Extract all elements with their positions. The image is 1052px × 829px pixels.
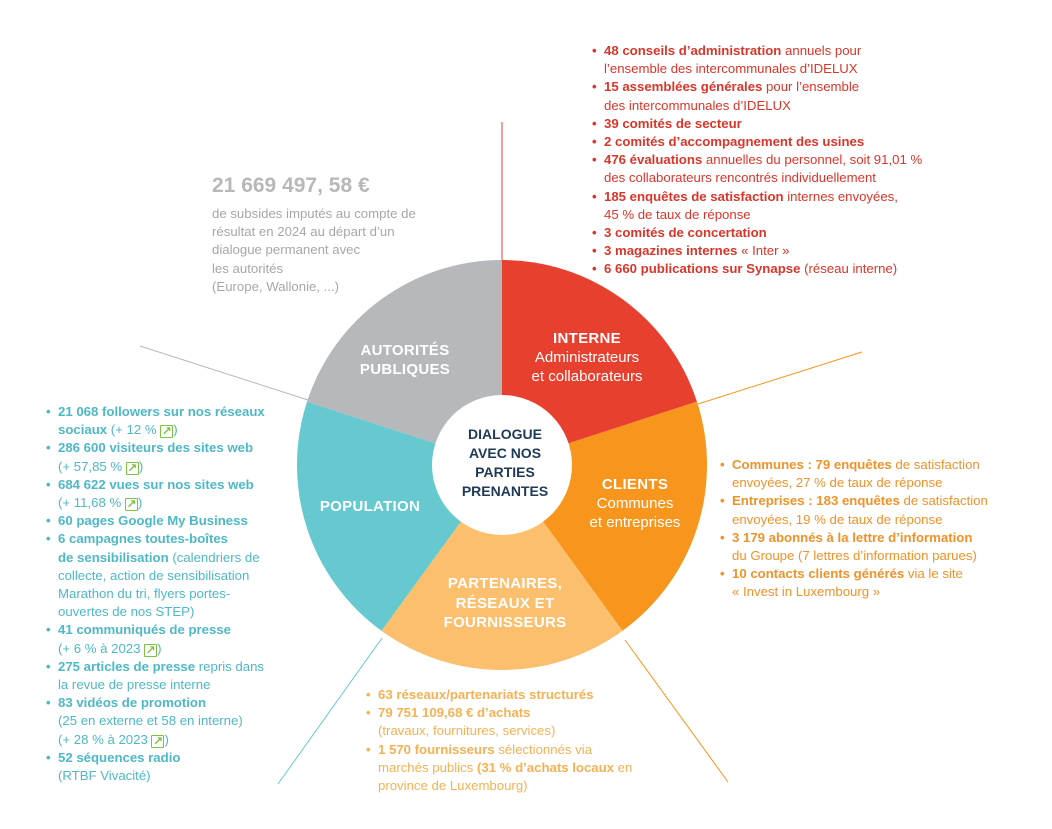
list-item: • 286 600 visiteurs des sites web (+ 57,85 % ↗) (44, 439, 294, 475)
list-item: • 63 réseaux/partenariats structurés (364, 686, 674, 704)
list-item: • 10 contacts clients générés via le site « Invest in Luxembourg » (718, 565, 1038, 601)
segment-label-population (300, 498, 440, 517)
segment-title-partenaires-1: PARTENAIRES, (447, 575, 563, 592)
clients-list (718, 456, 1038, 602)
trend-up-icon: ↗ (145, 642, 156, 657)
subsidy-line: dialogue permanent avec (212, 242, 361, 258)
list-item: • Entreprises : 183 enquêtes de satisfaction envoyées, 19 % de taux de réponse (718, 492, 1038, 528)
list-item: • 52 séquences radio (RTBF Vivacité) (44, 749, 294, 785)
list-item: • 3 magazines internes « Inter » (590, 242, 970, 260)
segment-title-population: POPULATION (319, 498, 421, 515)
list-item: • 41 communiqués de presse (+ 6 % à 2023 ↗) (44, 621, 294, 657)
partenaires-list (364, 686, 674, 795)
center-title-line-1: DIALOGUE (468, 426, 542, 442)
list-item: • 185 enquêtes de satisfaction internes envoyées, 45 % de taux de réponse (590, 188, 970, 224)
divider-line-autorites (140, 346, 308, 400)
list-item: • 275 articles de presse repris dans la revue de presse interne (44, 658, 294, 694)
population-list (44, 403, 294, 785)
list-item: • 83 vidéos de promotion (25 en externe et 58 en interne) (+ 28 % à 2023 ↗) (44, 694, 294, 749)
subsidy-line: résultat en 2024 au départ d’un (212, 224, 395, 240)
subsidy-description (212, 205, 462, 296)
list-item: • 48 conseils d’administration annuels pour l’ensemble des intercommunales d’IDELUX (590, 42, 970, 78)
trend-up-icon: ↗ (161, 424, 172, 439)
list-item: • 476 évaluations annuelles du personnel, soit 91,01 % des collaborateurs rencontrés individuellement (590, 151, 970, 187)
list-item: • 21 068 followers sur nos réseaux sociaux (+ 12 % ↗) (44, 403, 294, 439)
segment-label-autorites (340, 342, 470, 380)
center-title (449, 425, 561, 501)
list-item: • 3 179 abonnés à la lettre d’information du Groupe (7 lettres d’information parues) (718, 529, 1038, 565)
segment-sub-interne-1: Administrateurs (534, 348, 640, 366)
subsidy-line: de subsides imputés au compte de (212, 206, 416, 221)
subsidy-line: les autorités (212, 260, 284, 276)
list-item: • Communes : 79 enquêtes de satisfaction envoyées, 27 % de taux de réponse (718, 456, 1038, 492)
segment-sub-clients-2: et entreprises (589, 513, 681, 531)
list-item: • 6 660 publications sur Synapse (réseau interne) (590, 260, 970, 278)
list-item: • 6 campagnes toutes-boîtes de sensibilisation (calendriers de collecte, action de sensibilisation Marathon du tri, flyers portes- ouvertes de nos STEP) (44, 530, 294, 621)
segment-title-partenaires-3: FOURNISSEURS (443, 614, 567, 631)
subsidy-amount: 21 669 497, 58 € (212, 174, 370, 197)
trend-up-icon: ↗ (152, 733, 164, 748)
segment-sub-interne-2: et collaborateurs (531, 367, 643, 385)
list-item: • 79 751 109,68 € d’achats (travaux, fournitures, services) (364, 704, 674, 740)
segment-title-autorites-1: AUTORITÉS (360, 342, 450, 359)
segment-sub-clients-1: Communes (596, 494, 674, 512)
list-item: • 1 570 fournisseurs sélectionnés via marchés publics (31 % d’achats locaux en province de Luxembourg) (364, 741, 674, 796)
list-item: • 39 comités de secteur (590, 115, 970, 133)
segment-title-autorites-2: PUBLIQUES (359, 360, 451, 378)
list-item: • 15 assemblées générales pour l’ensemble des intercommunales d’IDELUX (590, 78, 970, 114)
center-title-line-3: PARTIES (475, 464, 535, 480)
segment-label-partenaires (420, 574, 590, 633)
center-title-line-2: AVEC NOS (468, 445, 542, 461)
interne-list (590, 42, 970, 279)
segment-label-interne (512, 330, 662, 386)
segment-title-clients: CLIENTS (601, 476, 669, 493)
list-item: • 3 comités de concertation (590, 224, 970, 242)
divider-line-clients (698, 352, 862, 404)
list-item: • 684 622 vues sur nos sites web (+ 11,68 % ↗) (44, 476, 294, 512)
segment-title-partenaires-2: RÉSEAUX ET (455, 594, 555, 612)
trend-up-icon: ↗ (126, 497, 137, 512)
list-item: • 60 pages Google My Business (44, 512, 294, 530)
list-item: • 2 comités d’accompagnement des usines (590, 133, 970, 151)
center-title-line-4: PRENANTES (461, 483, 549, 499)
segment-title-interne: INTERNE (553, 330, 621, 347)
subsidy-line: (Europe, Wallonie, ...) (212, 278, 340, 294)
trend-up-icon: ↗ (127, 460, 138, 475)
segment-label-clients (560, 476, 710, 532)
